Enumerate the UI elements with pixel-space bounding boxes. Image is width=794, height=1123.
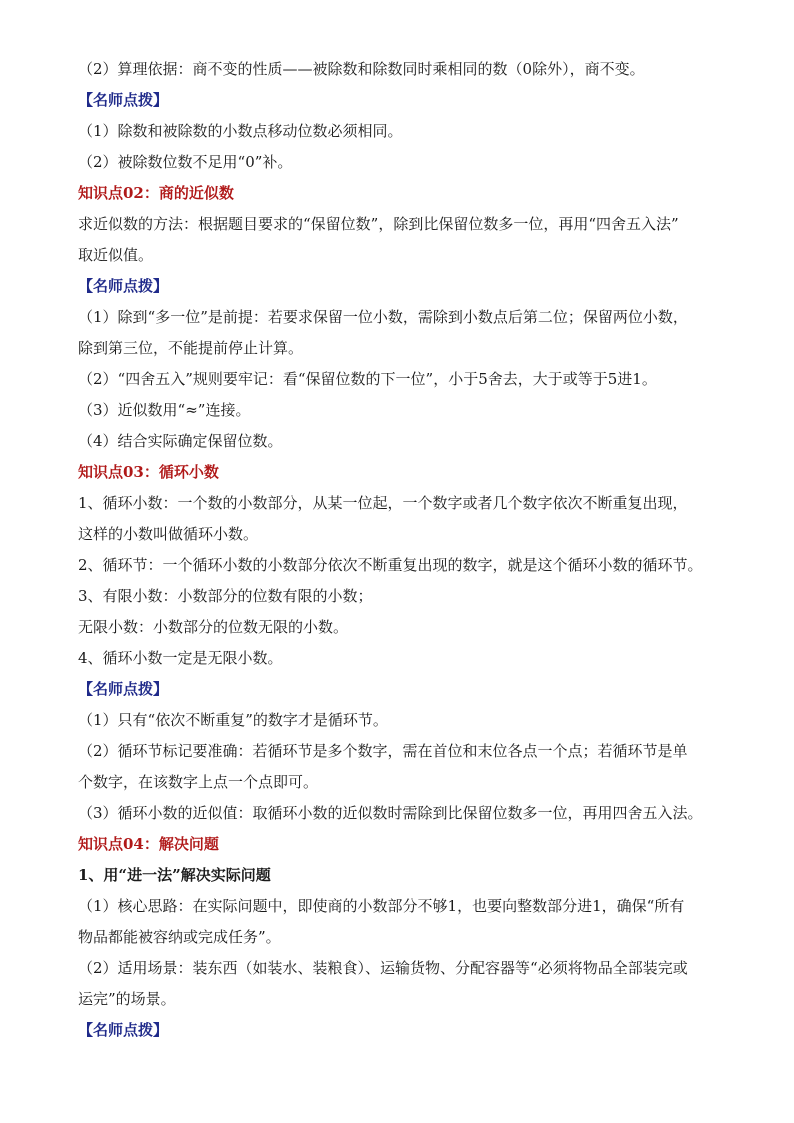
- paragraph-line: 这样的小数叫做循环小数。: [78, 525, 259, 543]
- paragraph-line: （3）近似数用“≈”连接。: [78, 401, 251, 419]
- section-heading: 知识点03：循环小数: [78, 463, 219, 481]
- paragraph-line: （1）只有“依次不断重复”的数字才是循环节。: [78, 711, 388, 729]
- paragraph-line: 取近似值。: [78, 246, 154, 264]
- paragraph-line: （2）被除数位数不足用“0”补。: [78, 153, 293, 171]
- paragraph-line: 求近似数的方法：根据题目要求的“保留位数”，除到比保留位数多一位，再用“四舍五入法”: [78, 215, 679, 233]
- paragraph-line: （3）循环小数的近似值：取循环小数的近似数时需除到比保留位数多一位，再用四舍五入法。: [78, 804, 703, 822]
- paragraph-line: 个数字，在该数字上点一个点即可。: [78, 773, 319, 791]
- paragraph-line: （2）循环节标记要准确：若循环节是多个数字，需在首位和末位各点一个点；若循环节是单: [78, 742, 688, 760]
- paragraph-line: （4）结合实际确定保留位数。: [78, 432, 283, 450]
- document-page: [78, 54, 726, 1046]
- teacher-tip-heading: 【名师点拨】: [78, 91, 169, 109]
- paragraph-line: （1）除到“多一位”是前提：若要求保留一位小数，需除到小数点后第二位；保留两位小数，: [78, 308, 688, 326]
- teacher-tip-heading: 【名师点拨】: [78, 277, 169, 295]
- section-heading: 知识点02：商的近似数: [78, 184, 234, 202]
- teacher-tip-heading: 【名师点拨】: [78, 680, 169, 698]
- paragraph-line: （2）“四舍五入”规则要牢记：看“保留位数的下一位”，小于5舍去，大于或等于5进1。: [78, 370, 657, 388]
- paragraph-line: 1、循环小数：一个数的小数部分，从某一位起，一个数字或者几个数字依次不断重复出现，: [78, 494, 688, 512]
- paragraph-line: （2）适用场景：装东西（如装水、装粮食）、运输货物、分配容器等“必须将物品全部装完或: [78, 959, 688, 977]
- paragraph-line: （1）核心思路：在实际问题中，即使商的小数部分不够1，也要向整数部分进1，确保“所有: [78, 897, 685, 915]
- paragraph-line: 运完”的场景。: [78, 990, 176, 1008]
- paragraph-line: 除到第三位，不能提前停止计算。: [78, 339, 304, 357]
- teacher-tip-heading: 【名师点拨】: [78, 1021, 169, 1039]
- paragraph-line: 物品都能被容纳或完成任务”。: [78, 928, 281, 946]
- section-heading: 知识点04：解决问题: [78, 835, 219, 853]
- paragraph-line: 无限小数：小数部分的位数无限的小数。: [78, 618, 349, 636]
- paragraph-line: （2）算理依据：商不变的性质——被除数和除数同时乘相同的数（0除外），商不变。: [78, 60, 645, 78]
- paragraph-line: 4、循环小数一定是无限小数。: [78, 649, 283, 667]
- paragraph-line: （1）除数和被除数的小数点移动位数必须相同。: [78, 122, 403, 140]
- paragraph-line: 3、有限小数：小数部分的位数有限的小数；: [78, 587, 373, 605]
- subsection-heading: 1、用“进一法”解决实际问题: [78, 866, 271, 884]
- paragraph-line: 2、循环节：一个循环小数的小数部分依次不断重复出现的数字，就是这个循环小数的循环节。: [78, 556, 703, 574]
